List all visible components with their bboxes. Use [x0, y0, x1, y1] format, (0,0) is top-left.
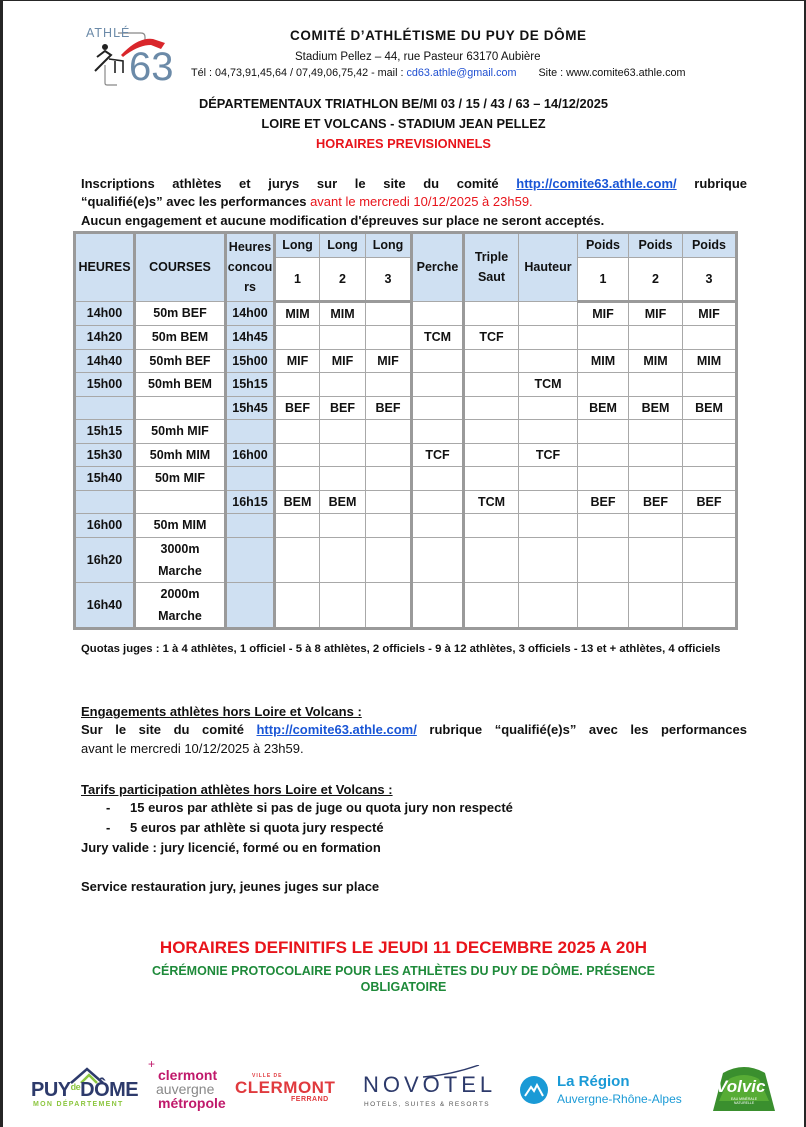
schedule-table — [73, 231, 738, 630]
puy-de: de — [70, 1082, 81, 1092]
cell-heure: 16h00 — [75, 514, 135, 538]
cell-course: 50m MIM — [135, 514, 226, 538]
cam-line-2: auvergne — [156, 1081, 215, 1097]
engagements-line-1 — [81, 721, 747, 739]
cell-long-2 — [320, 326, 366, 350]
header-line: Saut — [477, 270, 506, 285]
volvic-sub: EAU MINÉRALE NATURELLE — [730, 1097, 758, 1105]
cell-poids-3: BEF — [683, 490, 737, 514]
cell-poids-2 — [629, 582, 683, 628]
cell-course: 50mh BEF — [135, 349, 226, 373]
cell-heure: 16h20 — [75, 537, 135, 582]
cell-course: 50mh MIM — [135, 443, 226, 467]
cell-long-2 — [320, 420, 366, 444]
novotel-sub: HOTELS, SUITES & RESORTS — [364, 1101, 490, 1108]
engagements-title: Engagements athlètes hors Loire et Volcans : — [81, 704, 362, 719]
jury-valide: Jury valide : jury licencié, formé ou en formation — [81, 840, 381, 855]
cell-perche: TCM — [412, 326, 464, 350]
sponsor-clermont-metropole — [148, 1059, 228, 1115]
table-row — [75, 349, 737, 373]
cell-long-1 — [275, 467, 320, 491]
cell-long-2 — [320, 373, 366, 397]
cell-long-1 — [275, 420, 320, 444]
cam-line-1: clermont — [158, 1067, 218, 1083]
cell-line: 3000m — [160, 541, 200, 556]
website-text: Site : www.comite63.athle.com — [538, 67, 686, 79]
cell-long-3 — [366, 490, 412, 514]
intro-line-2 — [81, 193, 747, 211]
cell-heure — [75, 490, 135, 514]
cell-hauteur — [519, 349, 578, 373]
table-row — [75, 467, 737, 491]
cell-long-1 — [275, 326, 320, 350]
event-venue: LOIRE ET VOLCANS - STADIUM JEAN PELLEZ — [261, 116, 546, 131]
cell-long-2 — [320, 467, 366, 491]
cell-poids-1 — [578, 326, 629, 350]
col-header-courses: COURSES — [135, 233, 226, 302]
cell-perche — [412, 514, 464, 538]
cell-heure: 16h40 — [75, 582, 135, 628]
bullet-dash: - — [106, 800, 111, 815]
table-row — [75, 373, 737, 397]
cell-long-3 — [366, 326, 412, 350]
sponsor-puy-de-dome — [31, 1065, 141, 1109]
col-header-long-1: Long — [275, 233, 320, 258]
cell-poids-1: BEF — [578, 490, 629, 514]
cell-poids-2 — [629, 537, 683, 582]
cell-poids-1: MIM — [578, 349, 629, 373]
cell-long-2: BEM — [320, 490, 366, 514]
cell-heure-concours: 15h45 — [226, 396, 275, 420]
cell-poids-1 — [578, 420, 629, 444]
cell-long-2 — [320, 537, 366, 582]
cell-triple-saut — [464, 537, 519, 582]
horaires-definitifs: HORAIRES DEFINITIFS LE JEUDI 11 DECEMBRE 2025 A 20H — [159, 938, 648, 957]
header-line: rs — [244, 280, 256, 295]
table-row — [75, 396, 737, 420]
cell-hauteur — [519, 326, 578, 350]
cell-poids-2 — [629, 443, 683, 467]
engagements-text: rubrique “qualifié(e)s” avec les performances — [429, 722, 747, 737]
header-line: Heures — [228, 240, 272, 255]
cell-triple-saut — [464, 420, 519, 444]
cell-hauteur — [519, 420, 578, 444]
cell-course: 50m BEM — [135, 326, 226, 350]
cell-heure: 15h40 — [75, 467, 135, 491]
cell-poids-1 — [578, 537, 629, 582]
cell-poids-1: MIF — [578, 301, 629, 326]
athle63-logo — [83, 25, 188, 89]
cell-long-1 — [275, 443, 320, 467]
plus-icon: + — [148, 1057, 156, 1071]
cell-triple-saut: TCF — [464, 326, 519, 350]
puy-sub: MON DÉPARTEMENT — [33, 1101, 124, 1108]
cell-long-1: MIM — [275, 301, 320, 326]
col-header-long-3-num: 3 — [366, 257, 412, 301]
cell-course — [135, 396, 226, 420]
table-row — [75, 443, 737, 467]
col-header-poids-2: Poids — [629, 233, 683, 258]
cell-triple-saut — [464, 396, 519, 420]
cell-line: Marche — [158, 563, 202, 578]
cell-long-2: BEF — [320, 396, 366, 420]
cell-long-1: BEM — [275, 490, 320, 514]
cell-line: Marche — [158, 608, 202, 623]
email-link[interactable]: cd63.athle@gmail.com — [406, 67, 517, 79]
cell-long-3 — [366, 467, 412, 491]
cf-sub: FERRAND — [291, 1096, 329, 1103]
cell-poids-2: BEM — [629, 396, 683, 420]
cell-poids-3: MIF — [683, 301, 737, 326]
cell-long-1: BEF — [275, 396, 320, 420]
cell-heure-concours — [226, 582, 275, 628]
cell-triple-saut — [464, 514, 519, 538]
deadline-text: avant le mercredi 10/12/2025 à 23h59. — [310, 194, 533, 209]
cell-poids-3 — [683, 537, 737, 582]
cell-poids-2 — [629, 467, 683, 491]
table-header-row — [75, 233, 737, 258]
bullet-dash: - — [106, 820, 111, 835]
tarif-item-2 — [106, 820, 384, 835]
cell-heure: 14h40 — [75, 349, 135, 373]
region-line-2: Auvergne-Rhône-Alpes — [557, 1092, 682, 1106]
engagements-text: Sur le site du comité — [81, 722, 244, 737]
cell-poids-3 — [683, 326, 737, 350]
table-row — [75, 420, 737, 444]
puy-main — [31, 1079, 138, 1102]
cell-long-2: MIF — [320, 349, 366, 373]
cell-long-3 — [366, 443, 412, 467]
cell-poids-2 — [629, 420, 683, 444]
cell-heure-concours — [226, 467, 275, 491]
cell-hauteur: TCF — [519, 443, 578, 467]
cell-perche — [412, 537, 464, 582]
cf-main: CLERMONT — [235, 1078, 336, 1097]
cell-long-2: MIM — [320, 301, 366, 326]
col-header-triple-saut — [464, 233, 519, 302]
cell-poids-3 — [683, 467, 737, 491]
cell-long-2 — [320, 582, 366, 628]
cell-perche — [412, 373, 464, 397]
cell-poids-2: MIF — [629, 301, 683, 326]
cell-course: 50mh BEM — [135, 373, 226, 397]
intro-text: rubrique — [694, 176, 747, 191]
cell-long-1 — [275, 537, 320, 582]
region-line-1: La Région — [557, 1073, 630, 1090]
cell-hauteur — [519, 537, 578, 582]
col-header-long-2: Long — [320, 233, 366, 258]
cell-poids-3 — [683, 443, 737, 467]
cell-perche — [412, 396, 464, 420]
cell-perche — [412, 301, 464, 326]
cell-hauteur — [519, 490, 578, 514]
cell-poids-2 — [629, 373, 683, 397]
ceremonie-note — [3, 963, 804, 995]
cell-poids-2: MIM — [629, 349, 683, 373]
cell-poids-3: BEM — [683, 396, 737, 420]
cell-poids-1 — [578, 373, 629, 397]
cell-hauteur — [519, 301, 578, 326]
intro-text: Inscriptions athlètes et jurys sur le site du comité — [81, 176, 499, 191]
intro-line-3: Aucun engagement et aucune modification d'épreuves sur place ne seront acceptés. — [81, 213, 605, 228]
cell-poids-3 — [683, 582, 737, 628]
table-row — [75, 514, 737, 538]
sponsor-volvic — [709, 1061, 779, 1115]
logo-number: 63 — [129, 45, 174, 89]
cell-long-1 — [275, 582, 320, 628]
volvic-main: Volvic — [716, 1077, 766, 1096]
cell-long-2 — [320, 514, 366, 538]
cell-poids-3: MIM — [683, 349, 737, 373]
cell-perche — [412, 349, 464, 373]
cell-poids-3 — [683, 420, 737, 444]
cell-long-1 — [275, 373, 320, 397]
committee-title: COMITÉ D’ATHLÉTISME DU PUY DE DÔME — [290, 28, 587, 43]
ceremonie-line-1: CÉRÉMONIE PROTOCOLAIRE POUR LES ATHLÈTES DU PUY DE DÔME. PRÉSENCE — [151, 964, 656, 978]
cell-triple-saut — [464, 443, 519, 467]
cell-poids-2 — [629, 326, 683, 350]
cell-long-1: MIF — [275, 349, 320, 373]
cell-heure — [75, 396, 135, 420]
cell-perche: TCF — [412, 443, 464, 467]
comite-link-2[interactable]: http://comite63.athle.com/ — [256, 722, 417, 737]
cell-long-3 — [366, 373, 412, 397]
cell-course — [135, 537, 226, 582]
cell-heure: 15h30 — [75, 443, 135, 467]
cell-course: 50m MIF — [135, 467, 226, 491]
cell-heure-concours: 14h45 — [226, 326, 275, 350]
cell-poids-1 — [578, 443, 629, 467]
col-header-poids-3: Poids — [683, 233, 737, 258]
table-row — [75, 326, 737, 350]
cell-heure: 14h00 — [75, 301, 135, 326]
cell-perche — [412, 490, 464, 514]
cell-long-3: MIF — [366, 349, 412, 373]
committee-contact — [191, 67, 686, 79]
tarif-item-1 — [106, 800, 513, 815]
cell-hauteur — [519, 396, 578, 420]
col-header-heures-concours — [226, 233, 275, 302]
cell-poids-1 — [578, 467, 629, 491]
logo-athle-text: ATHLÉ — [86, 26, 131, 40]
cell-poids-1 — [578, 582, 629, 628]
schedule-body — [75, 301, 737, 628]
cell-poids-3 — [683, 373, 737, 397]
committee-address: Stadium Pellez – 44, rue Pasteur 63170 Aubière — [295, 51, 541, 63]
sponsor-region-aura — [519, 1073, 699, 1109]
tarif-text: 15 euros par athlète si pas de juge ou quota jury non respecté — [130, 800, 513, 815]
event-title: DÉPARTEMENTAUX TRIATHLON BE/MI 03 / 15 / 43 / 63 – 14/12/2025 — [199, 96, 608, 111]
cell-heure-concours: 15h15 — [226, 373, 275, 397]
cell-heure-concours: 16h00 — [226, 443, 275, 467]
cell-heure-concours — [226, 514, 275, 538]
table-row — [75, 490, 737, 514]
header-line: concou — [227, 260, 273, 275]
col-header-poids-1: Poids — [578, 233, 629, 258]
cell-course: 50m BEF — [135, 301, 226, 326]
comite-link[interactable]: http://comite63.athle.com/ — [516, 176, 677, 191]
document-page — [3, 1, 804, 1127]
puy-text: DÔME — [80, 1079, 139, 1101]
cell-perche — [412, 420, 464, 444]
cell-triple-saut: TCM — [464, 490, 519, 514]
cell-hauteur — [519, 582, 578, 628]
intro-line-1 — [81, 175, 747, 193]
cell-course — [135, 582, 226, 628]
phone-text: Tél : 04,73,91,45,64 / 07,49,06,75,42 - mail : — [191, 67, 407, 79]
event-subtitle: HORAIRES PREVISIONNELS — [316, 136, 491, 151]
col-header-long-1-num: 1 — [275, 257, 320, 301]
cell-triple-saut — [464, 582, 519, 628]
table-row — [75, 537, 737, 582]
service-restauration: Service restauration jury, jeunes juges sur place — [81, 879, 380, 894]
cell-hauteur — [519, 467, 578, 491]
ceremonie-line-2: OBLIGATOIRE — [360, 980, 447, 994]
cell-heure-concours: 16h15 — [226, 490, 275, 514]
col-header-heures: HEURES — [75, 233, 135, 302]
cell-long-3 — [366, 420, 412, 444]
cell-hauteur: TCM — [519, 373, 578, 397]
puy-text: PUY — [31, 1079, 71, 1101]
sponsor-novotel — [361, 1065, 501, 1113]
cell-line: 2000m — [160, 586, 200, 601]
cell-triple-saut — [464, 301, 519, 326]
quota-note: Quotas juges : 1 à 4 athlètes, 1 officiel - 5 à 8 athlètes, 2 officiels - 9 à 12 athlètes, 3 officiels - 13 et + athlètes, 4 officiels — [81, 643, 721, 655]
cell-poids-3 — [683, 514, 737, 538]
cell-poids-1 — [578, 514, 629, 538]
cell-heure-concours — [226, 420, 275, 444]
cell-heure-concours: 14h00 — [226, 301, 275, 326]
col-header-long-2-num: 2 — [320, 257, 366, 301]
col-header-long-3: Long — [366, 233, 412, 258]
col-header-poids-3-num: 3 — [683, 257, 737, 301]
intro-text: “qualifié(e)s” avec les performances — [81, 194, 307, 209]
cell-heure-concours: 15h00 — [226, 349, 275, 373]
cell-triple-saut — [464, 373, 519, 397]
tarif-text: 5 euros par athlète si quota jury respecté — [130, 820, 384, 835]
sponsor-clermont-ferrand — [235, 1073, 345, 1109]
cell-long-3 — [366, 582, 412, 628]
col-header-perche: Perche — [412, 233, 464, 302]
cell-poids-1: BEM — [578, 396, 629, 420]
cell-perche — [412, 467, 464, 491]
region-mountain-icon — [519, 1075, 549, 1105]
cell-triple-saut — [464, 349, 519, 373]
cell-heure: 14h20 — [75, 326, 135, 350]
cell-long-1 — [275, 514, 320, 538]
cell-heure: 15h15 — [75, 420, 135, 444]
engagements-deadline: avant le mercredi 10/12/2025 à 23h59. — [81, 741, 304, 756]
cell-long-3 — [366, 514, 412, 538]
cell-heure: 15h00 — [75, 373, 135, 397]
cell-course — [135, 490, 226, 514]
cell-long-3 — [366, 537, 412, 582]
novotel-main: NOVOTEL — [363, 1072, 497, 1097]
header-line: Triple — [474, 250, 509, 265]
cell-heure-concours — [226, 537, 275, 582]
cell-hauteur — [519, 514, 578, 538]
cell-long-3: BEF — [366, 396, 412, 420]
cam-line-3: métropole — [158, 1095, 226, 1111]
cell-perche — [412, 582, 464, 628]
table-row — [75, 301, 737, 326]
cell-long-3 — [366, 301, 412, 326]
cell-poids-2: BEF — [629, 490, 683, 514]
col-header-poids-2-num: 2 — [629, 257, 683, 301]
col-header-hauteur: Hauteur — [519, 233, 578, 302]
col-header-poids-1-num: 1 — [578, 257, 629, 301]
cell-triple-saut — [464, 467, 519, 491]
tarifs-title: Tarifs participation athlètes hors Loire et Volcans : — [81, 782, 393, 797]
cell-poids-2 — [629, 514, 683, 538]
cell-course: 50mh MIF — [135, 420, 226, 444]
table-row — [75, 582, 737, 628]
cell-long-2 — [320, 443, 366, 467]
cf-top: VILLE DE — [252, 1073, 283, 1079]
